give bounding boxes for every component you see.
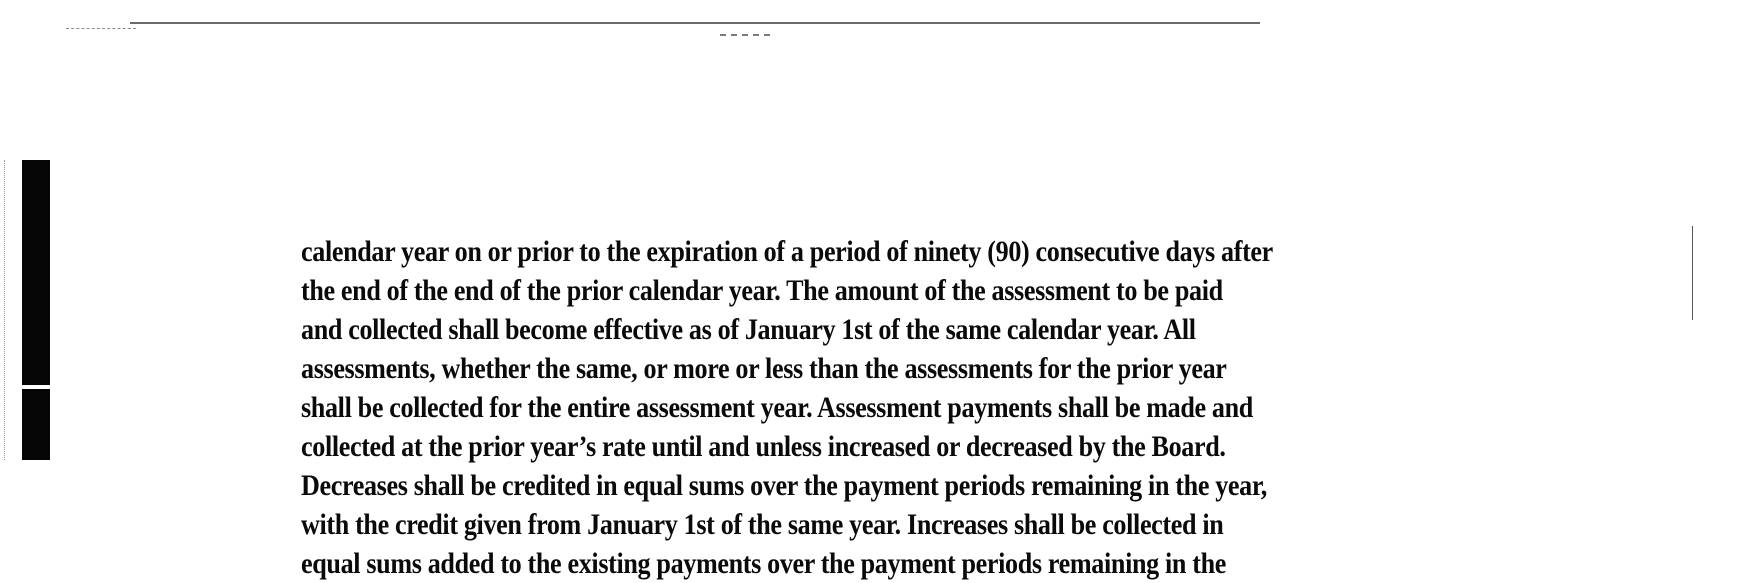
text-line: and collected shall become effective as of January 1st of the same calendar year. All [301,313,1196,346]
text-line: equal sums added to the existing payments over the payment periods remaining in the [301,547,1227,580]
scan-binding-bar [22,160,50,460]
text-line: calendar year on or prior to the expiration of a period of ninety (90) consecutive days after [301,235,1273,268]
text-line: with the credit given from January 1st of the same year. Increases shall be collected in [301,508,1224,541]
text-line: assessments, whether the same, or more or less than the assessments for the prior year [301,352,1227,385]
scan-rule-fragment [66,28,136,29]
scan-artifact [720,34,770,36]
scan-right-margin-mark [1692,226,1693,320]
scan-edge-noise [4,160,17,460]
document-paragraph [301,232,1481,583]
text-line: shall be collected for the entire assessment year. Assessment payments shall be made and [301,391,1253,424]
text-line: collected at the prior year’s rate until and unless increased or decreased by the Board. [301,430,1226,463]
page-top-rule [130,22,1260,24]
scan-bar-gap [22,385,50,389]
text-line: Decreases shall be credited in equal sums over the payment periods remaining in the year, [301,469,1267,502]
text-line: the end of the end of the prior calendar year. The amount of the assessment to be paid [301,274,1223,307]
